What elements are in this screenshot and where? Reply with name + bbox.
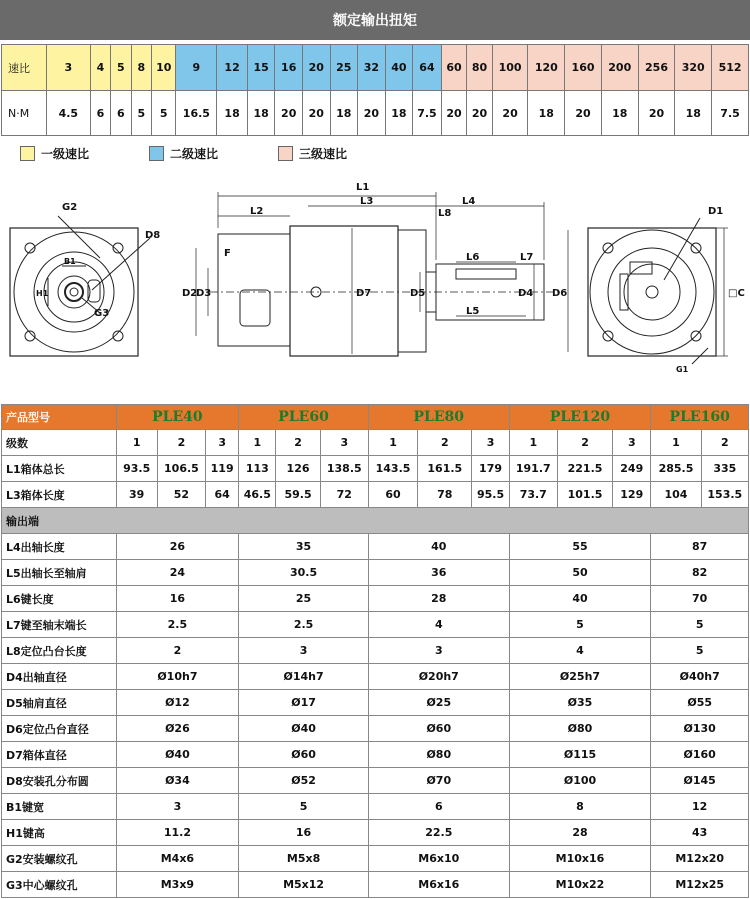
- input-face-view: [10, 216, 150, 356]
- torque-cell: 6: [90, 91, 110, 136]
- stage-cell: 1: [509, 430, 557, 456]
- label-d3: D3: [196, 288, 212, 299]
- torque-cell: 7.5: [413, 91, 442, 136]
- label-g1: G1: [676, 365, 689, 374]
- ratio-cell: 512: [712, 45, 749, 91]
- legend-item-stage1: [20, 145, 89, 162]
- spec-cell: Ø60: [368, 716, 509, 742]
- torque-row: [2, 91, 749, 136]
- ratio-cell: 60: [441, 45, 467, 91]
- torque-cell: 20: [275, 91, 303, 136]
- l3-cell: 46.5: [239, 482, 276, 508]
- spec-cell: 3: [239, 638, 369, 664]
- l3-cell: 52: [157, 482, 205, 508]
- stage-cell: 1: [116, 430, 157, 456]
- spec-cell: M12x25: [651, 872, 749, 898]
- row-label: D6定位凸台直径: [2, 716, 117, 742]
- l3-cell: 104: [651, 482, 701, 508]
- spec-cell: 3: [368, 638, 509, 664]
- row-label: B1键宽: [2, 794, 117, 820]
- l1-cell: 106.5: [157, 456, 205, 482]
- spec-cell: 40: [509, 586, 651, 612]
- row-label: L5出轴长至轴肩: [2, 560, 117, 586]
- l3-cell: 153.5: [701, 482, 748, 508]
- torque-cell: 20: [492, 91, 528, 136]
- label-c: □C: [728, 288, 745, 299]
- torque-row-label: N·M: [2, 91, 47, 136]
- spec-row: [2, 794, 749, 820]
- spec-cell: 22.5: [368, 820, 509, 846]
- torque-cell: 5: [151, 91, 175, 136]
- l1-cell: 191.7: [509, 456, 557, 482]
- stage-row: [2, 430, 749, 456]
- ratio-legend: [20, 145, 407, 162]
- spec-cell: 5: [239, 794, 369, 820]
- technical-drawing: [0, 168, 750, 398]
- stage-cell: 2: [157, 430, 205, 456]
- l3-cell: 78: [418, 482, 472, 508]
- spec-cell: 55: [509, 534, 651, 560]
- row-label: G3中心螺纹孔: [2, 872, 117, 898]
- spec-cell: Ø160: [651, 742, 749, 768]
- row-label: L7键至轴末端长: [2, 612, 117, 638]
- l1-cell: 249: [613, 456, 651, 482]
- ratio-cell: 80: [467, 45, 493, 91]
- spec-cell: Ø17: [239, 690, 369, 716]
- torque-cell: 20: [441, 91, 467, 136]
- stage-cell: 1: [651, 430, 701, 456]
- torque-cell: 18: [601, 91, 638, 136]
- label-l3: L3: [360, 196, 374, 207]
- row-label: D5轴肩直径: [2, 690, 117, 716]
- spec-cell: Ø35: [509, 690, 651, 716]
- output-section-label: 输出端: [2, 508, 749, 534]
- spec-row: [2, 534, 749, 560]
- spec-cell: Ø25: [368, 690, 509, 716]
- ratio-cell: 120: [528, 45, 565, 91]
- spec-cell: 24: [116, 560, 239, 586]
- label-d8: D8: [145, 230, 161, 241]
- label-d4: D4: [518, 288, 534, 299]
- spec-cell: M5x12: [239, 872, 369, 898]
- label-d1: D1: [708, 206, 724, 217]
- ratio-cell: 256: [638, 45, 675, 91]
- spec-row: [2, 690, 749, 716]
- spec-cell: Ø10h7: [116, 664, 239, 690]
- spec-cell: 30.5: [239, 560, 369, 586]
- spec-cell: 5: [651, 638, 749, 664]
- ratio-torque-table: [1, 44, 749, 136]
- spec-cell: 82: [651, 560, 749, 586]
- row-label: L6键长度: [2, 586, 117, 612]
- label-l5: L5: [466, 306, 480, 317]
- torque-cell: 20: [302, 91, 330, 136]
- row-label: D4出轴直径: [2, 664, 117, 690]
- ratio-cell: 100: [492, 45, 528, 91]
- l1-cell: 285.5: [651, 456, 701, 482]
- label-l7: L7: [520, 252, 534, 263]
- spec-cell: Ø14h7: [239, 664, 369, 690]
- spec-cell: M12x20: [651, 846, 749, 872]
- ratio-cell: 9: [176, 45, 217, 91]
- row-label: D7箱体直径: [2, 742, 117, 768]
- torque-banner: [0, 0, 750, 40]
- ratio-cell: 12: [217, 45, 248, 91]
- spec-cell: Ø145: [651, 768, 749, 794]
- spec-cell: Ø26: [116, 716, 239, 742]
- row-label: 级数: [2, 430, 117, 456]
- ratio-cell: 160: [565, 45, 602, 91]
- spec-cell: 50: [509, 560, 651, 586]
- spec-cell: 2.5: [116, 612, 239, 638]
- torque-cell: 18: [675, 91, 712, 136]
- l1-cell: 93.5: [116, 456, 157, 482]
- row-label: L4出轴长度: [2, 534, 117, 560]
- l3-cell: 73.7: [509, 482, 557, 508]
- spec-row: [2, 560, 749, 586]
- row-label: H1键高: [2, 820, 117, 846]
- spec-cell: 87: [651, 534, 749, 560]
- label-d2: D2: [182, 288, 198, 299]
- spec-cell: 16: [239, 820, 369, 846]
- l3-cell: 129: [613, 482, 651, 508]
- l3-cell: 60: [368, 482, 417, 508]
- spec-cell: Ø52: [239, 768, 369, 794]
- model-ple160: PLE160: [651, 405, 749, 430]
- spec-cell: 12: [651, 794, 749, 820]
- l3-cell: 101.5: [557, 482, 612, 508]
- label-d5: D5: [410, 288, 426, 299]
- spec-table: [1, 404, 749, 898]
- spec-row: [2, 664, 749, 690]
- l1-cell: 221.5: [557, 456, 612, 482]
- row-label: L1箱体总长: [2, 456, 117, 482]
- torque-cell: 20: [638, 91, 675, 136]
- l3-row: [2, 482, 749, 508]
- legend-label: 二级速比: [170, 147, 219, 161]
- spec-cell: Ø40: [116, 742, 239, 768]
- spec-cell: 4: [509, 638, 651, 664]
- spec-cell: Ø115: [509, 742, 651, 768]
- label-l6: L6: [466, 252, 480, 263]
- spec-cell: M10x16: [509, 846, 651, 872]
- stage-cell: 1: [368, 430, 417, 456]
- ratio-cell: 3: [46, 45, 90, 91]
- spec-cell: 2.5: [239, 612, 369, 638]
- l1-cell: 179: [472, 456, 509, 482]
- spec-row: [2, 716, 749, 742]
- torque-cell: 18: [217, 91, 248, 136]
- model-ple40: PLE40: [116, 405, 239, 430]
- torque-cell: 18: [385, 91, 413, 136]
- torque-cell: 18: [330, 91, 358, 136]
- l3-cell: 95.5: [472, 482, 509, 508]
- torque-cell: 20: [565, 91, 602, 136]
- row-label: L3箱体长度: [2, 482, 117, 508]
- spec-cell: 40: [368, 534, 509, 560]
- spec-cell: 28: [368, 586, 509, 612]
- ratio-row: [2, 45, 749, 91]
- spec-cell: 11.2: [116, 820, 239, 846]
- model-header-label: 产品型号: [2, 405, 117, 430]
- model-header-row: [2, 405, 749, 430]
- ratio-cell: 20: [302, 45, 330, 91]
- stage-cell: 3: [472, 430, 509, 456]
- stage-cell: 3: [206, 430, 239, 456]
- ratio-cell: 64: [413, 45, 442, 91]
- label-f: F: [224, 248, 231, 259]
- spec-cell: 5: [651, 612, 749, 638]
- torque-cell: 20: [467, 91, 493, 136]
- l1-cell: 119: [206, 456, 239, 482]
- banner-title: 额定输出扭矩: [333, 13, 417, 29]
- spec-cell: M10x22: [509, 872, 651, 898]
- ratio-cell: 4: [90, 45, 110, 91]
- model-ple80: PLE80: [368, 405, 509, 430]
- l1-cell: 113: [239, 456, 276, 482]
- spec-cell: Ø34: [116, 768, 239, 794]
- spec-cell: M4x6: [116, 846, 239, 872]
- l1-cell: 138.5: [320, 456, 368, 482]
- label-d7: D7: [356, 288, 372, 299]
- spec-cell: M5x8: [239, 846, 369, 872]
- spec-cell: 16: [116, 586, 239, 612]
- stage-cell: 2: [418, 430, 472, 456]
- model-ple60: PLE60: [239, 405, 369, 430]
- stage-cell: 3: [320, 430, 368, 456]
- stage-cell: 3: [613, 430, 651, 456]
- spec-cell: Ø60: [239, 742, 369, 768]
- spec-cell: M6x16: [368, 872, 509, 898]
- spec-cell: 4: [368, 612, 509, 638]
- row-label: D8安装孔分布圆: [2, 768, 117, 794]
- spec-row: [2, 742, 749, 768]
- label-l2: L2: [250, 206, 264, 217]
- torque-cell: 4.5: [46, 91, 90, 136]
- spec-cell: Ø20h7: [368, 664, 509, 690]
- l1-cell: 335: [701, 456, 748, 482]
- spec-cell: 6: [368, 794, 509, 820]
- ratio-cell: 320: [675, 45, 712, 91]
- spec-cell: 70: [651, 586, 749, 612]
- spec-row: [2, 768, 749, 794]
- spec-cell: 2: [116, 638, 239, 664]
- spec-cell: Ø130: [651, 716, 749, 742]
- spec-cell: 25: [239, 586, 369, 612]
- ratio-row-label: 速比: [2, 45, 47, 91]
- label-l4: L4: [462, 196, 476, 207]
- torque-cell: 6: [111, 91, 131, 136]
- ratio-cell: 32: [358, 45, 386, 91]
- stage-cell: 2: [701, 430, 748, 456]
- label-g3: G3: [94, 308, 110, 319]
- spec-cell: 3: [116, 794, 239, 820]
- torque-cell: 5: [131, 91, 151, 136]
- spec-cell: 8: [509, 794, 651, 820]
- ratio-cell: 5: [111, 45, 131, 91]
- l3-cell: 39: [116, 482, 157, 508]
- spec-row: [2, 872, 749, 898]
- l1-cell: 161.5: [418, 456, 472, 482]
- torque-cell: 18: [528, 91, 565, 136]
- l3-cell: 64: [206, 482, 239, 508]
- model-ple120: PLE120: [509, 405, 651, 430]
- ratio-cell: 40: [385, 45, 413, 91]
- stage-cell: 1: [239, 430, 276, 456]
- spec-cell: Ø55: [651, 690, 749, 716]
- spec-cell: Ø40h7: [651, 664, 749, 690]
- label-d6: D6: [552, 288, 568, 299]
- ratio-cell: 25: [330, 45, 358, 91]
- spec-cell: 43: [651, 820, 749, 846]
- spec-cell: Ø80: [509, 716, 651, 742]
- l1-row: [2, 456, 749, 482]
- ratio-cell: 200: [601, 45, 638, 91]
- spec-row: [2, 846, 749, 872]
- legend-label: 三级速比: [299, 147, 348, 161]
- label-l1: L1: [356, 182, 370, 193]
- l3-cell: 59.5: [276, 482, 320, 508]
- output-face-view: [588, 218, 728, 364]
- spec-row: [2, 820, 749, 846]
- l1-cell: 126: [276, 456, 320, 482]
- ratio-cell: 10: [151, 45, 175, 91]
- torque-cell: 20: [358, 91, 386, 136]
- spec-cell: Ø25h7: [509, 664, 651, 690]
- torque-cell: 7.5: [712, 91, 749, 136]
- legend-swatch: [149, 146, 164, 161]
- label-l8: L8: [438, 208, 452, 219]
- spec-cell: Ø40: [239, 716, 369, 742]
- legend-swatch: [20, 146, 35, 161]
- spec-cell: Ø70: [368, 768, 509, 794]
- row-label: L8定位凸台长度: [2, 638, 117, 664]
- spec-cell: Ø80: [368, 742, 509, 768]
- torque-cell: 16.5: [176, 91, 217, 136]
- spec-cell: 36: [368, 560, 509, 586]
- row-label: G2安装螺纹孔: [2, 846, 117, 872]
- label-b1: B1: [64, 257, 76, 266]
- legend-item-stage2: [149, 145, 218, 162]
- legend-item-stage3: [278, 145, 347, 162]
- label-g2: G2: [62, 202, 78, 213]
- torque-cell: 18: [247, 91, 275, 136]
- ratio-cell: 8: [131, 45, 151, 91]
- spec-row: [2, 638, 749, 664]
- spec-row: [2, 612, 749, 638]
- stage-cell: 2: [276, 430, 320, 456]
- l1-cell: 143.5: [368, 456, 417, 482]
- spec-cell: M6x10: [368, 846, 509, 872]
- spec-cell: Ø12: [116, 690, 239, 716]
- label-h1: H1: [36, 289, 49, 298]
- ratio-cell: 16: [275, 45, 303, 91]
- ratio-cell: 15: [247, 45, 275, 91]
- spec-cell: 26: [116, 534, 239, 560]
- stage-cell: 2: [557, 430, 612, 456]
- spec-cell: 28: [509, 820, 651, 846]
- spec-row: [2, 586, 749, 612]
- output-section-row: [2, 508, 749, 534]
- legend-swatch: [278, 146, 293, 161]
- legend-label: 一级速比: [41, 147, 90, 161]
- spec-cell: Ø100: [509, 768, 651, 794]
- spec-cell: 5: [509, 612, 651, 638]
- spec-cell: M3x9: [116, 872, 239, 898]
- spec-cell: 35: [239, 534, 369, 560]
- l3-cell: 72: [320, 482, 368, 508]
